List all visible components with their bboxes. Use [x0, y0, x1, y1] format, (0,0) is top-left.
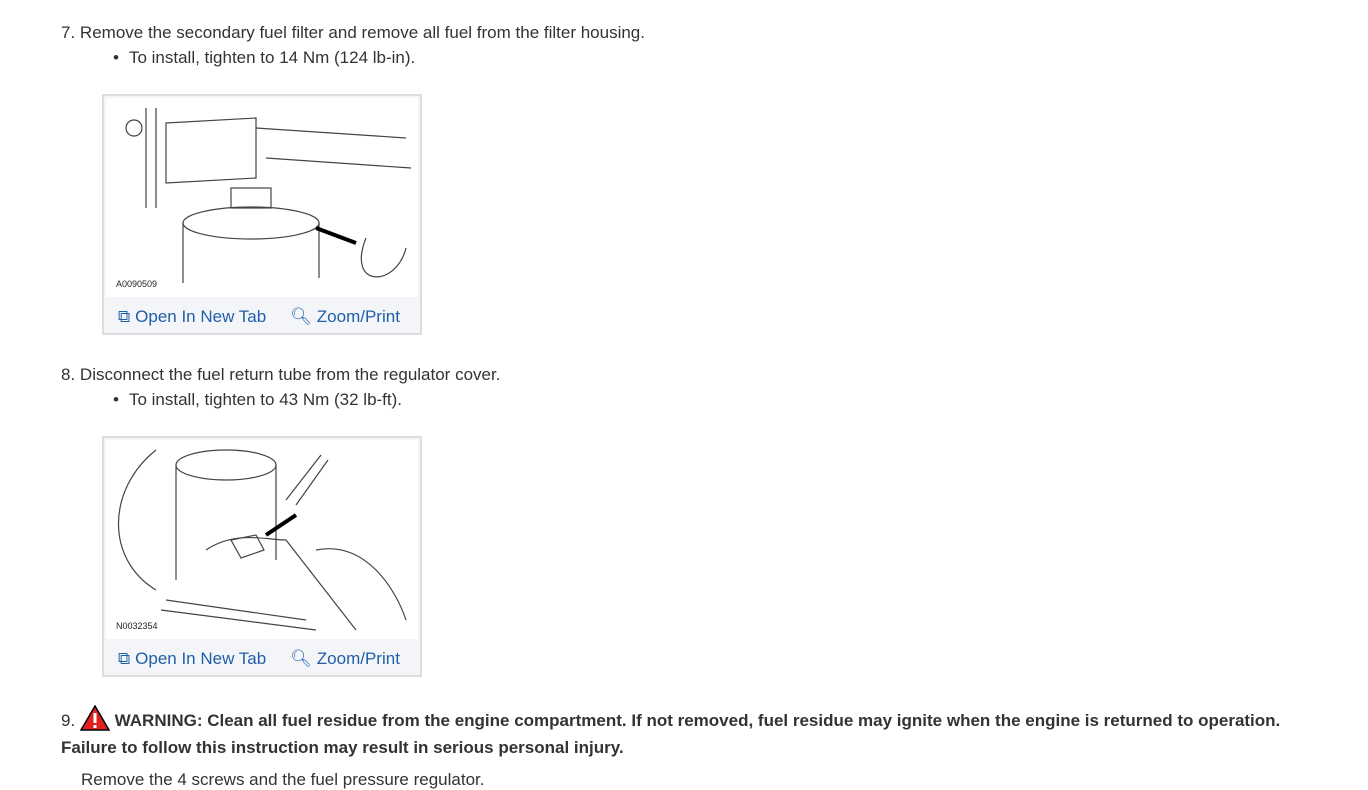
fuel-return-tube-illustration[interactable]: [106, 440, 418, 639]
link-label: Open In New Tab: [135, 649, 267, 668]
open-in-new-tab-link[interactable]: [118, 307, 266, 327]
open-tab-icon: ⧉: [118, 307, 131, 326]
step-text: Disconnect the fuel return tube from the regulator cover.: [79, 365, 501, 384]
figure-n0032354: [102, 436, 422, 677]
link-label: Zoom/Print: [316, 649, 400, 668]
open-tab-icon: ⧉: [118, 649, 131, 668]
link-label: Zoom/Print: [316, 307, 400, 326]
warning-text: WARNING: Clean all fuel residue from the engine compartment. If not removed, fuel residue may ignite when the engine is returned to operation. Failure to follow this instruction may result in serious personal injury.: [61, 711, 1281, 757]
zoom-print-link[interactable]: [290, 649, 400, 669]
zoom-print-link[interactable]: [290, 307, 400, 327]
step-8-bullet: • To install, tighten to 43 Nm (32 lb-ft).: [113, 390, 402, 410]
step-number: 8.: [61, 365, 76, 384]
figure-a0090509: [102, 94, 422, 335]
step-7-bullet: • To install, tighten to 14 Nm (124 lb-in).: [113, 48, 415, 68]
zoom-icon: 🔍︎: [290, 307, 312, 326]
fuel-filter-illustration[interactable]: [106, 98, 418, 297]
step-text: Remove the secondary fuel filter and remove all fuel from the filter housing.: [79, 23, 645, 42]
link-label: Open In New Tab: [135, 307, 267, 326]
figure-id: N0032354: [116, 621, 158, 631]
figure-id: A0090509: [116, 279, 158, 289]
warning-icon: [80, 705, 110, 731]
step-number: 9.: [61, 711, 76, 730]
step-9-text: Remove the 4 screws and the fuel pressure regulator.: [81, 770, 485, 789]
zoom-icon: 🔍︎: [290, 649, 312, 668]
open-in-new-tab-link[interactable]: [118, 649, 266, 669]
step-7: [61, 23, 645, 43]
step-9-warning: [61, 705, 1281, 761]
step-8: [61, 365, 500, 385]
step-number: 7.: [61, 23, 76, 42]
